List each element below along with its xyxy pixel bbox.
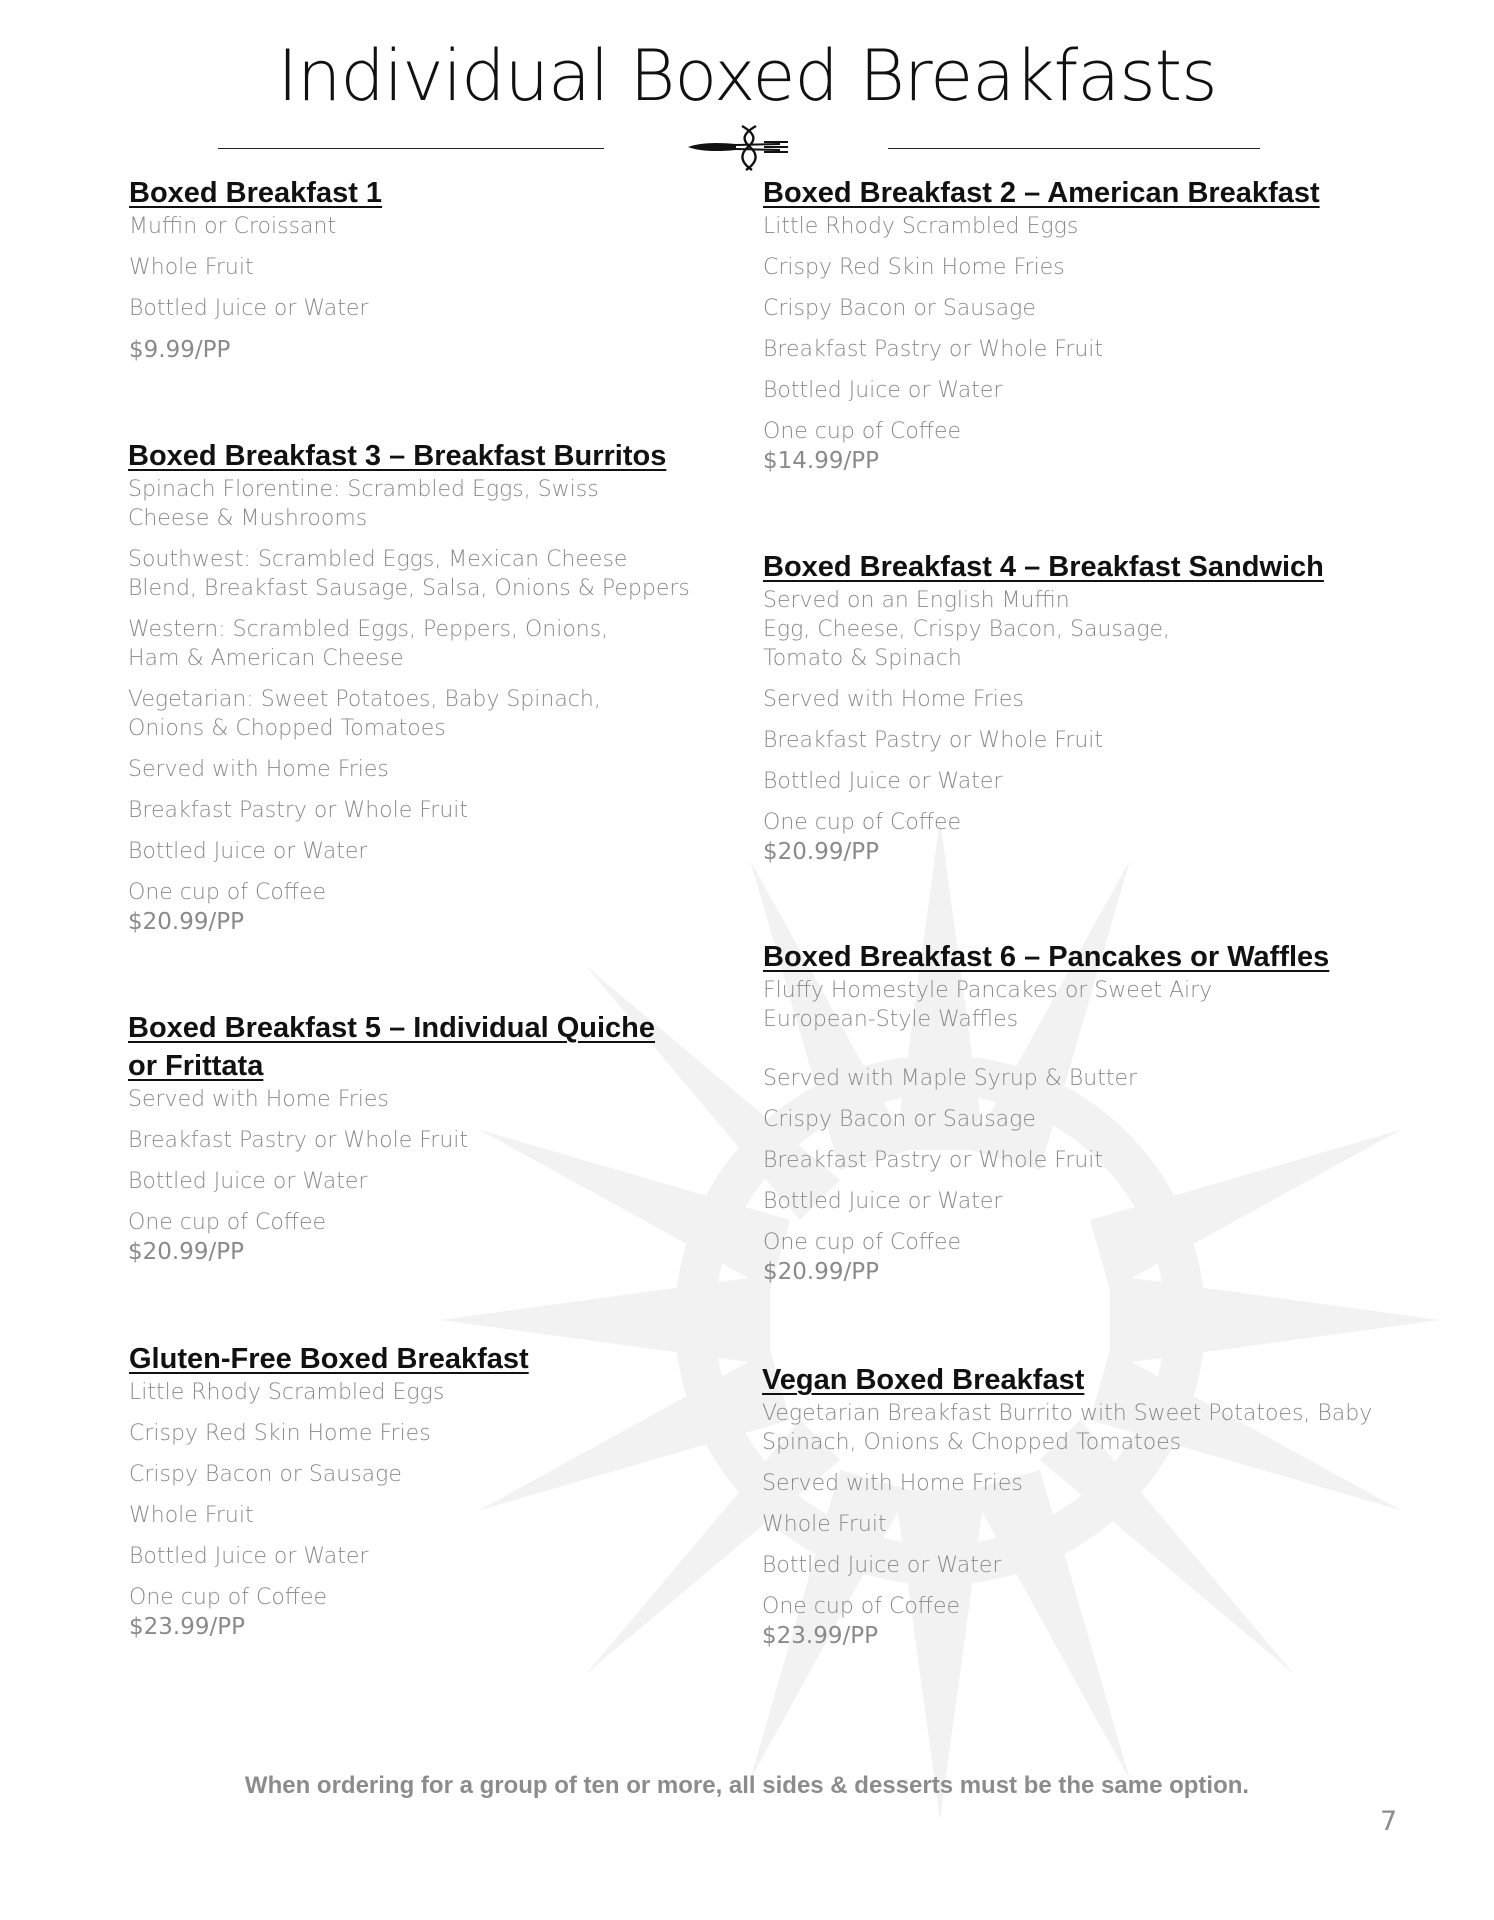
section-gluten-free-boxed-breakfast (129, 1340, 529, 1642)
price: $20.99/PP (128, 1239, 244, 1265)
section-boxed-breakfast-3 (128, 437, 690, 937)
menu-item: Tomato & Spinach (763, 646, 962, 671)
menu-item: Bottled Juice or Water (763, 769, 1003, 794)
price: $23.99/PP (762, 1623, 878, 1649)
menu-item: Breakfast Pastry or Whole Fruit (128, 798, 469, 823)
menu-item: Muffin or Croissant (129, 214, 337, 239)
menu-item: European-Style Waffles (763, 1007, 1019, 1032)
knife-fork-ribbon-icon (684, 120, 794, 174)
section-boxed-breakfast-4 (763, 548, 1324, 867)
section-title: Boxed Breakfast 4 – Breakfast Sandwich (763, 551, 1324, 583)
menu-item: Onions & Chopped Tomatoes (128, 716, 446, 741)
menu-item: One cup of Coffee (128, 1210, 327, 1235)
menu-item: Served with Home Fries (762, 1471, 1023, 1496)
menu-item: Western: Scrambled Eggs, Peppers, Onions, (128, 617, 609, 642)
menu-item: Breakfast Pastry or Whole Fruit (763, 728, 1104, 753)
menu-item: One cup of Coffee (763, 419, 962, 444)
menu-item: Cheese & Mushrooms (128, 506, 368, 531)
price: $9.99/PP (129, 337, 231, 363)
menu-item: Spinach Florentine: Scrambled Eggs, Swiss (128, 477, 599, 502)
menu-item: Crispy Red Skin Home Fries (763, 255, 1065, 280)
menu-item: Crispy Bacon or Sausage (763, 296, 1036, 321)
section-title: Gluten-Free Boxed Breakfast (129, 1343, 529, 1375)
section-vegan-boxed-breakfast (762, 1361, 1372, 1651)
menu-item: Vegetarian: Sweet Potatoes, Baby Spinach, (128, 687, 601, 712)
menu-item: Served with Maple Syrup & Butter (763, 1066, 1138, 1091)
page-number: 7 (1380, 1806, 1398, 1837)
menu-item: Breakfast Pastry or Whole Fruit (763, 337, 1104, 362)
menu-item: Crispy Bacon or Sausage (763, 1107, 1036, 1132)
section-title: Boxed Breakfast 2 – American Breakfast (763, 177, 1320, 209)
menu-item: Whole Fruit (129, 1503, 254, 1528)
price: $14.99/PP (763, 448, 879, 474)
menu-item: Bottled Juice or Water (128, 839, 368, 864)
menu-item: Crispy Bacon or Sausage (129, 1462, 402, 1487)
section-title: Boxed Breakfast 1 (129, 177, 383, 209)
section-boxed-breakfast-6 (763, 938, 1329, 1287)
menu-item: Served on an English Muffin (763, 588, 1070, 613)
title-rule-left (218, 148, 604, 149)
section-boxed-breakfast-2 (763, 174, 1320, 476)
menu-item: Little Rhody Scrambled Eggs (129, 1380, 445, 1405)
menu-item: Bottled Juice or Water (763, 1189, 1003, 1214)
menu-item: Breakfast Pastry or Whole Fruit (128, 1128, 469, 1153)
menu-item: Crispy Red Skin Home Fries (129, 1421, 431, 1446)
menu-item: Served with Home Fries (128, 1087, 389, 1112)
menu-item: Ham & American Cheese (128, 646, 404, 671)
price: $20.99/PP (763, 1259, 879, 1285)
menu-item: One cup of Coffee (128, 880, 327, 905)
menu-item: Fluffy Homestyle Pancakes or Sweet Airy (763, 978, 1213, 1003)
menu-item: Egg, Cheese, Crispy Bacon, Sausage, (763, 617, 1171, 642)
menu-item: Bottled Juice or Water (129, 1544, 369, 1569)
section-title: Boxed Breakfast 6 – Pancakes or Waffles (763, 941, 1330, 973)
menu-item: Whole Fruit (129, 255, 254, 280)
menu-item: Spinach, Onions & Chopped Tomatoes (762, 1430, 1182, 1455)
menu-item: One cup of Coffee (762, 1594, 961, 1619)
price: $20.99/PP (128, 909, 244, 935)
section-boxed-breakfast-1 (129, 174, 382, 365)
menu-item: Southwest: Scrambled Eggs, Mexican Cheese (128, 547, 628, 572)
menu-item: Served with Home Fries (128, 757, 389, 782)
menu-item: Vegetarian Breakfast Burrito with Sweet Potatoes, Baby (762, 1401, 1373, 1426)
page-title: Individual Boxed Breakfasts (277, 35, 1217, 117)
section-title: Boxed Breakfast 3 – Breakfast Burritos (128, 440, 667, 472)
menu-item: Little Rhody Scrambled Eggs (763, 214, 1079, 239)
menu-item: Blend, Breakfast Sausage, Salsa, Onions & Peppers (128, 576, 690, 601)
title-rule-right (888, 148, 1260, 149)
section-boxed-breakfast-5 (128, 1009, 688, 1267)
section-title: Vegan Boxed Breakfast (762, 1364, 1085, 1396)
menu-item: Bottled Juice or Water (129, 296, 369, 321)
menu-item: Served with Home Fries (763, 687, 1024, 712)
menu-item: Bottled Juice or Water (128, 1169, 368, 1194)
menu-item: One cup of Coffee (763, 810, 962, 835)
menu-item: Whole Fruit (762, 1512, 887, 1537)
menu-item: One cup of Coffee (129, 1585, 328, 1610)
section-title: Boxed Breakfast 5 – Individual Quiche or Frittata (128, 1012, 655, 1082)
price: $20.99/PP (763, 839, 879, 865)
menu-item: One cup of Coffee (763, 1230, 962, 1255)
menu-item: Bottled Juice or Water (763, 378, 1003, 403)
price: $23.99/PP (129, 1614, 245, 1640)
menu-item: Breakfast Pastry or Whole Fruit (763, 1148, 1104, 1173)
menu-item: Bottled Juice or Water (762, 1553, 1002, 1578)
footer-note: When ordering for a group of ten or more, all sides & desserts must be the same option. (244, 1772, 1250, 1799)
